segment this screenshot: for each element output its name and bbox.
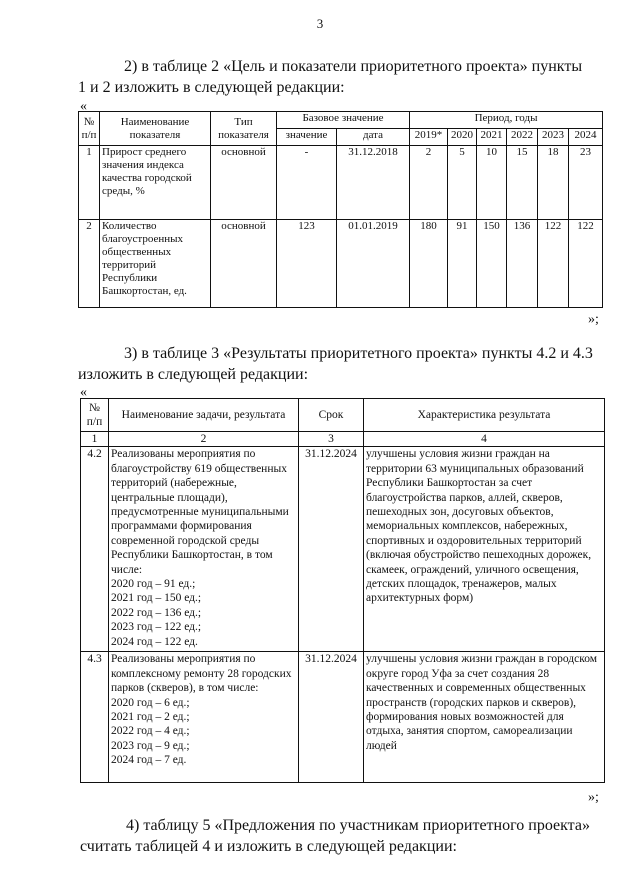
row-indicator-type: основной: [211, 220, 277, 308]
page-number: 3: [316, 16, 324, 31]
row-year-line: 2021 год – 2 ед.;: [111, 711, 190, 724]
row-year-line: 2022 год – 136 ед.;: [111, 606, 202, 619]
section2-para-line1: 2) в таблице 2 «Цель и показатели приоритетного проекта» пункты: [124, 58, 583, 75]
section3-para-line2: изложить в следующей редакции:: [78, 366, 309, 383]
header-period: Период, годы: [410, 112, 603, 129]
row-result-characteristic: улучшены условия жизни граждан на территории 63 муниципальных образований Республики Башкортостан за счет благоустройства парков, аллей, скверов, пешеходных зон, досуговых объектов, мемориальных комплексов, набережных, спортивных и оздоровительных территорий (включая обустройство пешеходных дорожек, скамеек, ограждений, уличного освещения, детских площадок, тренажеров, малых архитектурных форм): [364, 447, 605, 652]
row-year-value: 15: [507, 146, 538, 220]
row-num: 1: [79, 146, 100, 220]
row-year-value: 23: [569, 146, 603, 220]
section3-quote-close: »;: [588, 790, 599, 805]
row-task-text: Реализованы мероприятия по комплексному ремонту 28 городских парков (скверов), в том числе:: [111, 653, 292, 695]
row-year-value: 2: [410, 146, 448, 220]
row-year-line: 2023 год – 9 ед.;: [111, 739, 190, 752]
row-year-value: 10: [477, 146, 507, 220]
header-year: 2020: [448, 129, 477, 146]
header-num: № п/п: [81, 399, 109, 432]
header-year: 2023: [538, 129, 569, 146]
header-year: 2021: [477, 129, 507, 146]
header-year: 2024: [569, 129, 603, 146]
header-base-value: Базовое значение: [277, 112, 410, 129]
row-term: 31.12.2024: [299, 652, 364, 783]
header-base-value-date: дата: [337, 129, 410, 146]
table-row: [81, 447, 605, 652]
section4-para-line1: 4) таблицу 5 «Предложения по участникам приоритетного проекта»: [126, 817, 590, 834]
row-year-line: 2023 год – 122 ед.;: [111, 621, 202, 634]
section4-para-line2: считать таблицей 4 и изложить в следующей редакции:: [80, 838, 457, 855]
row-result-characteristic: улучшены условия жизни граждан в городском округе город Уфа за счет создания 28 качественных и современных общественных пространств (городских парков и скверов), формирования новых возможностей для отдыха, занятия спортом, самореализации людей: [364, 652, 605, 783]
row-term: 31.12.2024: [299, 447, 364, 652]
row-task-name: [109, 652, 299, 783]
row-year-value: 91: [448, 220, 477, 308]
row-year-line: 2020 год – 91 ед.;: [111, 578, 196, 591]
column-number: 3: [299, 432, 364, 447]
row-year-line: 2020 год – 6 ед.;: [111, 696, 190, 709]
row-year-line: 2024 год – 7 ед.: [111, 754, 187, 767]
row-year-value: 122: [569, 220, 603, 308]
table-row: [79, 146, 603, 220]
row-year-value: 18: [538, 146, 569, 220]
header-indicator-name: Наименование показателя: [100, 112, 211, 146]
header-indicator-type: Тип показателя: [211, 112, 277, 146]
project-results-table: [80, 398, 605, 783]
header-result-characteristic: Характеристика результата: [364, 399, 605, 432]
header-term: Срок: [299, 399, 364, 432]
row-indicator-type: основной: [211, 146, 277, 220]
row-task-name: [109, 447, 299, 652]
row-num: 2: [79, 220, 100, 308]
header-base-value-value: значение: [277, 129, 337, 146]
row-year-value: 150: [477, 220, 507, 308]
section2-quote-close: »;: [588, 312, 599, 327]
row-base-date: 01.01.2019: [337, 220, 410, 308]
header-year: 2019*: [410, 129, 448, 146]
row-indicator-name: Количество благоустроенных общественных территорий Республики Башкортостан, ед.: [100, 220, 211, 308]
row-year-line: 2024 год – 122 ед.: [111, 635, 198, 648]
row-year-line: 2022 год – 4 ед.;: [111, 725, 190, 738]
priority-indicators-table: [78, 111, 603, 308]
header-task-name: Наименование задачи, результата: [109, 399, 299, 432]
column-number: 2: [109, 432, 299, 447]
table-row: [79, 220, 603, 308]
row-year-line: 2021 год – 150 ед.;: [111, 592, 202, 605]
row-task-text: Реализованы мероприятия по благоустройству 619 общественных территорий (набережные, центральные площади), предусмотренные муниципальными программами формирования современной городской среды Республики Башкортостан, в том числе:: [111, 448, 289, 576]
row-num: 4.3: [81, 652, 109, 783]
column-number: 1: [81, 432, 109, 447]
section3-para-line1: 3) в таблице 3 «Результаты приоритетного проекта» пункты 4.2 и 4.3: [124, 345, 593, 362]
row-num: 4.2: [81, 447, 109, 652]
row-base-value: 123: [277, 220, 337, 308]
section2-quote-open: «: [80, 99, 87, 114]
row-year-value: 5: [448, 146, 477, 220]
row-base-date: 31.12.2018: [337, 146, 410, 220]
column-number: 4: [364, 432, 605, 447]
table-row: [81, 652, 605, 783]
header-year: 2022: [507, 129, 538, 146]
row-indicator-name: Прирост среднего значения индекса качества городской среды, %: [100, 146, 211, 220]
section2-para-line2: 1 и 2 изложить в следующей редакции:: [78, 79, 345, 96]
row-year-value: 136: [507, 220, 538, 308]
row-year-value: 122: [538, 220, 569, 308]
row-year-value: 180: [410, 220, 448, 308]
section3-quote-open: «: [80, 385, 87, 400]
header-num: № п/п: [79, 112, 100, 146]
row-base-value: -: [277, 146, 337, 220]
